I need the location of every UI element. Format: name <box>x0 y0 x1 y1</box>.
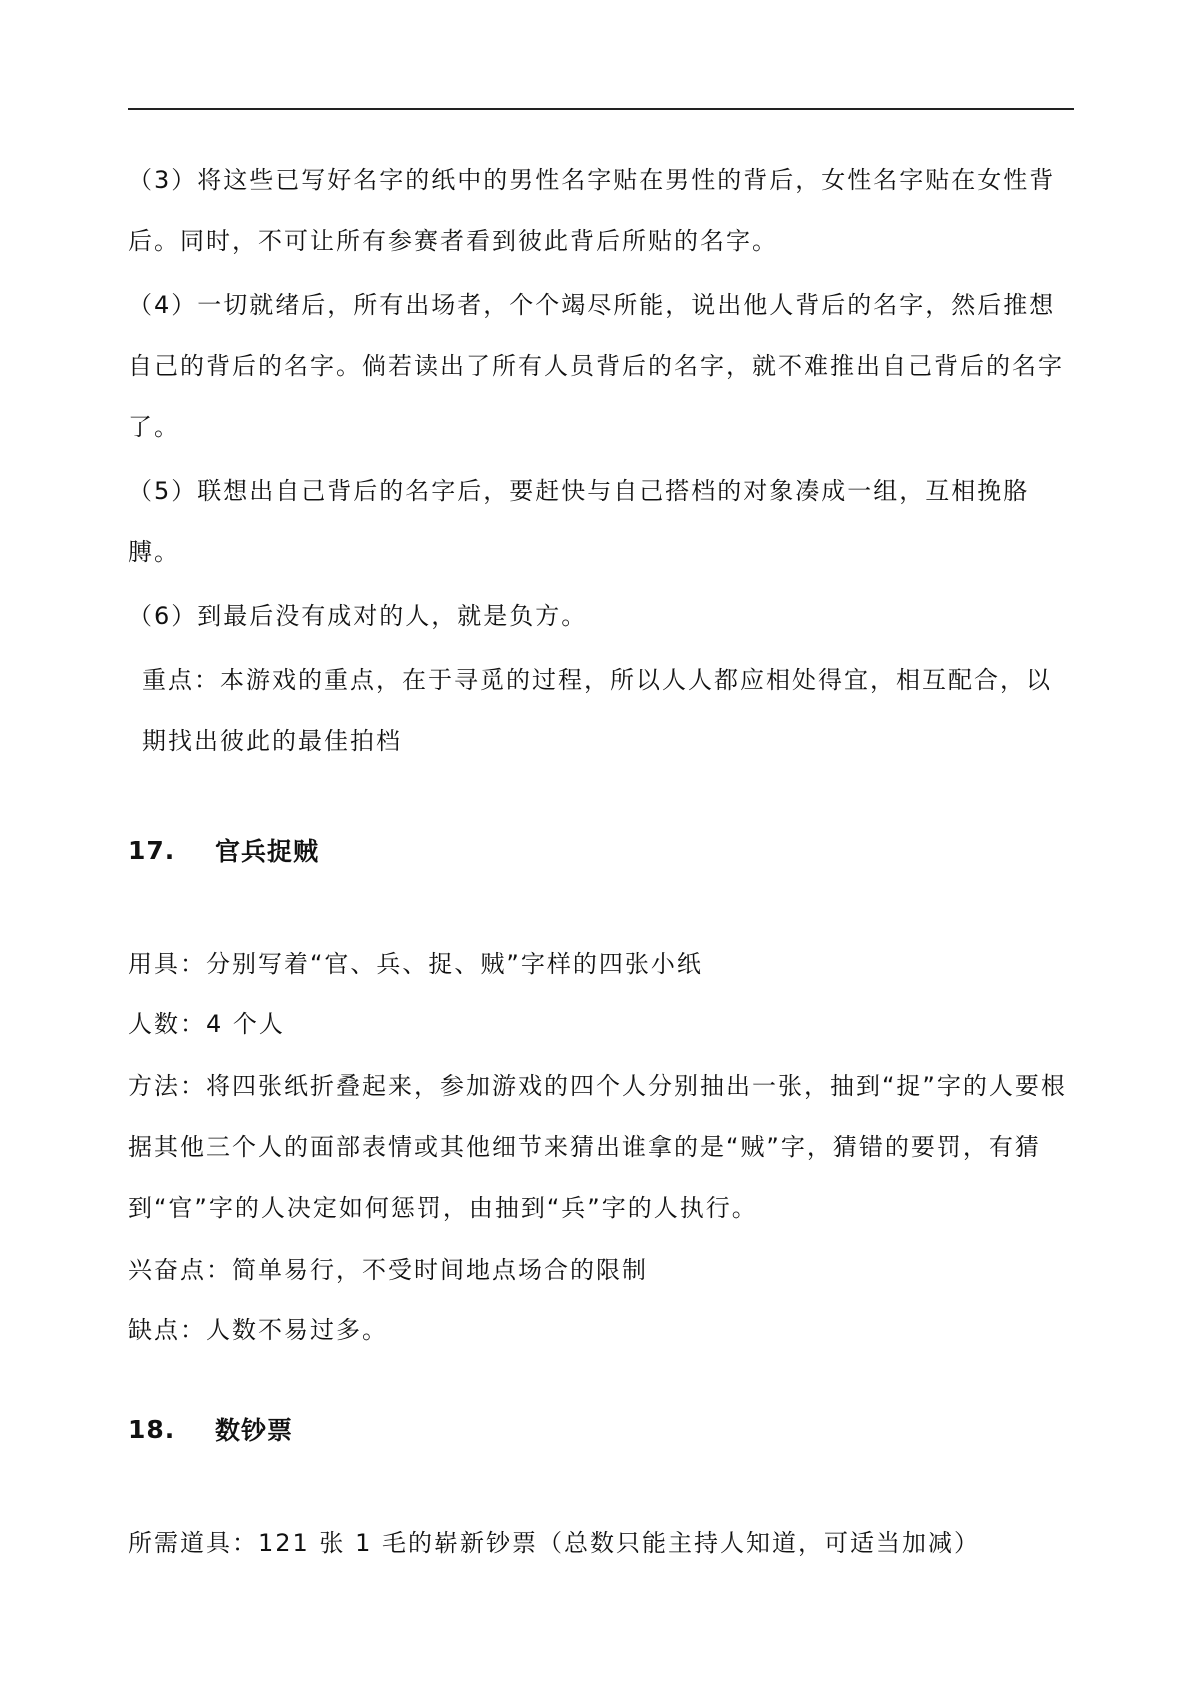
section-18-props: 所需道具：121 张 1 毛的崭新钞票（总数只能主持人知道，可适当加减） <box>128 1529 980 1557</box>
section-18-number: 18. <box>128 1414 176 1444</box>
section-17-people: 人数：4 个人 <box>128 1010 285 1038</box>
step-3-paragraph: （3）将这些已写好名字的纸中的男性名字贴在男性的背后，女性名字贴在女性背后。同时，不可让所有参赛者看到彼此背后所贴的名字。 <box>128 166 1056 255</box>
section-17-number: 17. <box>128 835 176 865</box>
section-17-excitement: 兴奋点：简单易行，不受时间地点场合的限制 <box>128 1256 648 1284</box>
section-17-tools: 用具：分别写着“官、兵、捉、贼”字样的四张小纸 <box>128 950 703 978</box>
step-6-paragraph: （6）到最后没有成对的人，就是负方。 <box>128 602 588 630</box>
page-content <box>128 150 1074 1574</box>
section-17-drawback: 缺点：人数不易过多。 <box>128 1316 388 1344</box>
key-point-paragraph: 重点：本游戏的重点，在于寻觅的过程，所以人人都应相处得宜，相互配合，以期找出彼此的最佳拍档 <box>142 666 1052 755</box>
header-rule <box>128 108 1074 110</box>
step-4-paragraph: （4）一切就绪后，所有出场者，个个竭尽所能，说出他人背后的名字，然后推想自己的背后的名字。倘若读出了所有人员背后的名字，就不难推出自己背后的名字了。 <box>128 291 1064 441</box>
step-5-paragraph: （5）联想出自己背后的名字后，要赶快与自己搭档的对象凑成一组，互相挽胳膊。 <box>128 477 1030 566</box>
section-17-method: 方法：将四张纸折叠起来，参加游戏的四个人分别抽出一张，抽到“捉”字的人要根据其他三个人的面部表情或其他细节来猜出谁拿的是“贼”字，猜错的要罚，有猜到“官”字的人决定如何惩罚，由抽到“兵”字的人执行。 <box>128 1072 1067 1222</box>
section-17-title: 官兵捉贼 <box>215 837 320 866</box>
section-17-heading <box>128 832 1074 868</box>
section-18-heading <box>128 1411 1074 1447</box>
section-18-title: 数钞票 <box>215 1416 294 1445</box>
